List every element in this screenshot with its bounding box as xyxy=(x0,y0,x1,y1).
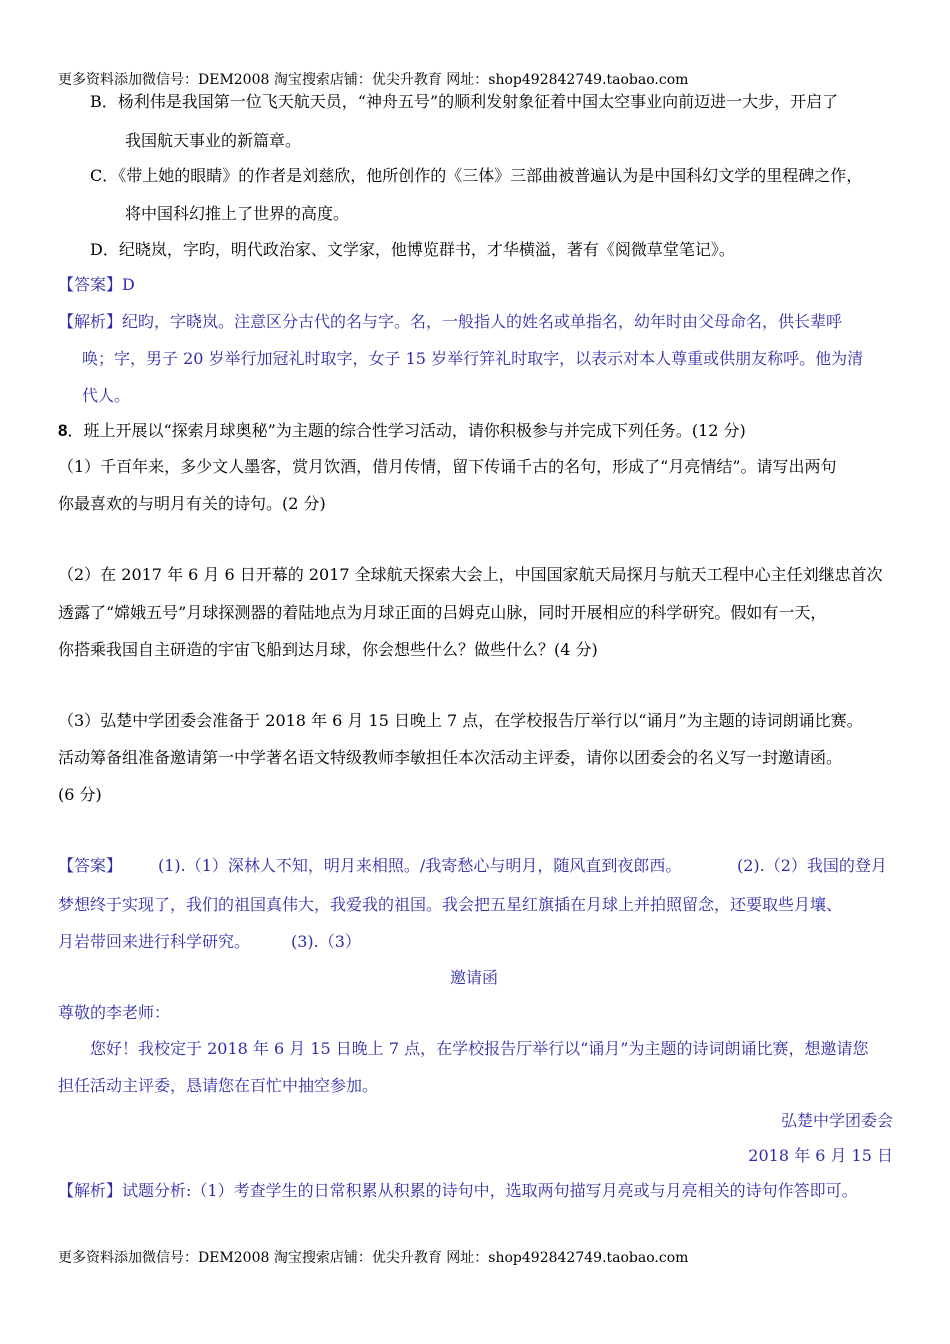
q7-answer xyxy=(58,275,135,295)
q8-answer-line2: 梦想终于实现了，我们的祖国真伟大，我爱我的祖国。我会把五星红旗插在月球上并拍照留念，还要取些月壤、 xyxy=(58,895,843,914)
q7-answer-value: D xyxy=(122,275,135,294)
letter-salutation: 尊敬的李老师： xyxy=(58,1003,171,1022)
q8-answer-part1: (1).（1）深林人不知，明月来相照。/我寄愁心与明月，随风直到夜郎西。 xyxy=(158,856,682,875)
letter-signature: 弘楚中学团委会 xyxy=(780,1111,893,1130)
option-b-line1: B．杨利伟是我国第一位飞天航天员，“神舟五号”的顺利发射象征着中国太空事业向前迈进一大步，开启了 xyxy=(90,92,839,111)
q8-part2-line2: 透露了“嫦娥五号”月球探测器的着陆地点为月球正面的吕姆克山脉，同时开展相应的科学研究。假如有一天， xyxy=(58,603,827,622)
q7-answer-tag: 【答案】 xyxy=(58,275,123,294)
q8-part3-line1: （3）弘楚中学团委会准备于 2018 年 6 月 15 日晚上 7 点，在学校报告厅举行以“诵月”为主题的诗词朗诵比赛。 xyxy=(58,711,863,730)
letter-title: 邀请函 xyxy=(450,968,499,987)
q8-part3-line3: (6 分) xyxy=(58,785,102,804)
letter-date: 2018 年 6 月 15 日 xyxy=(748,1146,893,1165)
option-d-line1: D．纪晓岚，字昀，明代政治家、文学家，他博览群书，才华横溢，著有《阅微草堂笔记》。 xyxy=(90,240,735,259)
page-header: 更多资料添加微信号：DEM2008 淘宝搜索店铺：优尖升教育 网址：shop492842749.taobao.com xyxy=(58,72,689,88)
q8-analysis-tag: 【解析】 xyxy=(58,1181,123,1200)
letter-body-line1: 您好！我校定于 2018 年 6 月 15 日晚上 7 点，在学校报告厅举行以“诵月”为主题的诗词朗诵比赛，想邀请您 xyxy=(90,1039,869,1058)
q8-part2-line3: 你搭乘我国自主研造的宇宙飞船到达月球，你会想些什么？做些什么？(4 分) xyxy=(58,640,598,659)
q8-analysis-line1: 【解析】试题分析:（1）考查学生的日常积累从积累的诗句中，选取两句描写月亮或与月亮相关的诗句作答即可。 xyxy=(58,1181,858,1200)
q8-part1-line1: （1）千百年来，多少文人墨客，赏月饮酒，借月传情，留下传诵千古的名句，形成了“月亮情结”。请写出两句 xyxy=(58,457,837,476)
q8-answer-part2-start: (2).（2）我国的登月 xyxy=(737,856,887,875)
option-c-line1: C．《带上她的眼睛》的作者是刘慈欣，他所创作的《三体》三部曲被普遍认为是中国科幻文学的里程碑之作， xyxy=(90,166,863,185)
q8-answer-line3a: 月岩带回来进行科学研究。 xyxy=(58,932,251,951)
page-footer: 更多资料添加微信号：DEM2008 淘宝搜索店铺：优尖升教育 网址：shop492842749.taobao.com xyxy=(58,1250,689,1266)
q8-number: 8 xyxy=(58,421,68,440)
q7-analysis-tag: 【解析】 xyxy=(58,312,123,331)
q8-answer-line3b: (3).（3） xyxy=(291,932,361,951)
q8-stem: 8．班上开展以“探索月球奥秘”为主题的综合性学习活动，请你积极参与并完成下列任务。(12 分) xyxy=(58,421,746,440)
letter-body-line2: 担任活动主评委，恳请您在百忙中抽空参加。 xyxy=(58,1076,379,1095)
option-c-line2: 将中国科幻推上了世界的高度。 xyxy=(125,204,350,223)
q8-part3-line2: 活动筹备组准备邀请第一中学著名语文特级教师李敏担任本次活动主评委，请你以团委会的名义写一封邀请函。 xyxy=(58,748,843,767)
q8-answer-tag: 【答案】 xyxy=(58,856,123,875)
option-b-line2: 我国航天事业的新篇章。 xyxy=(125,131,302,150)
q8-part1-line2: 你最喜欢的与明月有关的诗句。(2 分) xyxy=(58,494,326,513)
q7-analysis-line1: 【解析】纪昀，字晓岚。注意区分古代的名与字。名，一般指人的姓名或单指名，幼年时由父母命名，供长辈呼 xyxy=(58,312,843,331)
q8-part2-line1: （2）在 2017 年 6 月 6 日开幕的 2017 全球航天探索大会上，中国国家航天局探月与航天工程中心主任刘继忠首次 xyxy=(58,565,883,584)
q7-analysis-line3: 代人。 xyxy=(82,386,131,405)
q8-answer-line1 xyxy=(58,856,122,876)
q7-analysis-line2: 唤；字，男子 20 岁举行加冠礼时取字，女子 15 岁举行笄礼时取字，以表示对本人尊重或供朋友称呼。他为清 xyxy=(82,349,864,368)
